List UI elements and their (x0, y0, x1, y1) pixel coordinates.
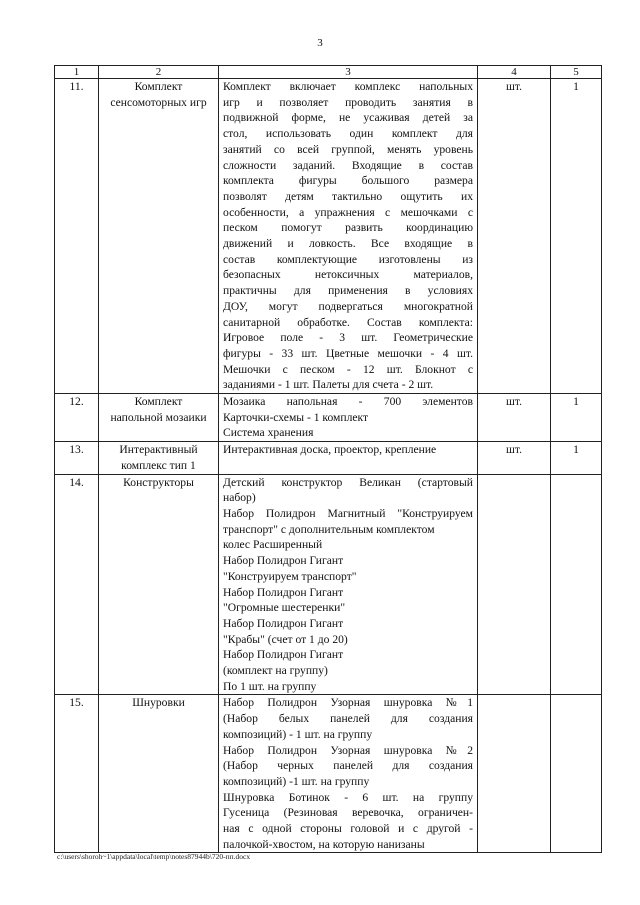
description-line: Интерактивная доска, проектор, крепление (223, 443, 437, 457)
item-description (219, 394, 478, 442)
description-line: Гусеница (Резиновая веревочка, ограничен- (223, 806, 473, 820)
description-line: игр и позволяет проводить занятия в (223, 95, 473, 109)
description-line: композиций) - 1 шт. на группу (223, 727, 373, 741)
item-name-line: Интерактивный (119, 443, 198, 457)
description-line: "Огромные шестеренки" (223, 601, 346, 615)
description-line: колес Расширенный (223, 538, 323, 552)
description-line: Система хранения (223, 426, 314, 440)
quantity (551, 695, 602, 853)
item-description (219, 442, 478, 474)
description-line: Детский конструктор Великан (стартовый (223, 475, 473, 489)
description-line: Набор Полидрон Гигант (223, 616, 344, 630)
description-line: (комплект на группу) (223, 664, 328, 678)
quantity: 1 (551, 394, 602, 442)
row-number: 11. (55, 79, 99, 394)
description-line: сложности заданий. Входящие в состав (223, 158, 473, 172)
description-line: Набор Полидрон Гигант (223, 648, 344, 662)
item-name-line: комплекс тип 1 (121, 458, 196, 472)
file-path-footer: c:\users\shoroh~1\appdata\local\temp\notes87944b\720-пп.docx (57, 852, 251, 861)
item-name-line: Комплект (134, 395, 183, 409)
header-cell-2: 2 (99, 66, 219, 79)
description-line: Игровое поле - 3 шт. Геометрические (223, 331, 473, 345)
description-line: Шнуровка Ботинок - 6 шт. на группу (223, 790, 473, 804)
description-line: (Набор белых панелей для создания (223, 712, 473, 726)
unit-of-measure (478, 474, 551, 695)
item-description (219, 79, 478, 394)
item-name-line: напольной мозаики (110, 410, 207, 424)
description-line: позволят детям тактильно ощутить их (223, 189, 473, 203)
description-line: композиций) -1 шт. на группу (223, 774, 370, 788)
description-line: Набор Полидрон Гигант (223, 585, 344, 599)
description-line: Мозаика напольная - 700 элементов (223, 395, 473, 409)
description-line: заданиями - 1 шт. Палеты для счета - 2 шт. (223, 378, 434, 392)
header-cell-5: 5 (551, 66, 602, 79)
description-line: особенности, а упражнения с мешочками с (223, 205, 473, 219)
item-name (99, 474, 219, 695)
description-line: безопасных нетоксичных материалов, (223, 268, 473, 282)
header-row (55, 66, 602, 79)
description-line: состав комплектующие изготовлены из (223, 252, 473, 266)
header-cell-3: 3 (219, 66, 478, 79)
description-line: Мешочки с песком - 12 шт. Блокнот с (223, 362, 473, 376)
quantity: 1 (551, 79, 602, 394)
table-row (55, 79, 602, 394)
description-line: транспорт" с дополнительным комплектом (223, 522, 435, 536)
item-name (99, 394, 219, 442)
item-name (99, 79, 219, 394)
description-line: стол, использовать один комплект для (223, 127, 473, 141)
description-line: фигуры - 33 шт. Цветные мешочки - 4 шт. (223, 346, 473, 360)
item-name-line: Шнуровки (132, 696, 185, 710)
description-line: Набор Полидрон Магнитный "Конструируем (223, 506, 473, 520)
description-line: Комплект включает комплекс напольных (223, 80, 473, 93)
description-line: Набор Полидрон Узорная шнуровка №2 (223, 743, 473, 757)
table-row (55, 442, 602, 474)
unit-of-measure: шт. (478, 394, 551, 442)
description-line: Карточки-схемы - 1 комплект (223, 410, 369, 424)
item-name-line: Конструкторы (123, 475, 194, 489)
quantity (551, 474, 602, 695)
description-line: санитарной обработке. Состав комплекта: (223, 315, 473, 329)
page-number: 3 (317, 37, 323, 49)
quantity: 1 (551, 442, 602, 474)
description-line: "Конструируем транспорт" (223, 569, 357, 583)
description-line: Набор Полидрон Гигант (223, 554, 344, 568)
item-name (99, 442, 219, 474)
item-name (99, 695, 219, 853)
unit-of-measure: шт. (478, 79, 551, 394)
table-row (55, 394, 602, 442)
item-name-line: сенсомоторных игр (110, 95, 207, 109)
unit-of-measure (478, 695, 551, 853)
row-number: 13. (55, 442, 99, 474)
table-row (55, 474, 602, 695)
description-line: песком помогут развить координацию (223, 221, 473, 235)
description-line: набор) (223, 491, 256, 505)
description-line: (Набор черных панелей для создания (223, 759, 473, 773)
row-number: 14. (55, 474, 99, 695)
description-line: занятий со всей группой, менять уровень (223, 142, 473, 156)
row-number: 12. (55, 394, 99, 442)
description-line: Набор Полидрон Узорная шнуровка №1 (223, 696, 473, 710)
unit-of-measure: шт. (478, 442, 551, 474)
description-line: По 1 шт. на группу (223, 679, 317, 693)
description-line: палочкой-хвостом, на которую нанизаны (223, 837, 425, 851)
description-line: комплекта фигуры большого размера (223, 174, 473, 188)
row-number: 15. (55, 695, 99, 853)
item-description (219, 695, 478, 853)
description-line: "Крабы" (счет от 1 до 20) (223, 632, 348, 646)
description-line: подвижной форме, не усаживая детей за (223, 111, 473, 125)
specification-table (54, 65, 602, 853)
description-line: движений и ловкость. Все входящие в (223, 237, 473, 251)
item-name-line: Комплект (134, 80, 183, 93)
item-description (219, 474, 478, 695)
table-row (55, 695, 602, 853)
header-cell-1: 1 (55, 66, 99, 79)
description-line: ная с одной стороны головой и с другой - (223, 822, 473, 836)
header-cell-4: 4 (478, 66, 551, 79)
description-line: практичны для применения в условиях (223, 284, 473, 298)
description-line: ДОУ, могут подвергаться многократной (223, 299, 473, 313)
